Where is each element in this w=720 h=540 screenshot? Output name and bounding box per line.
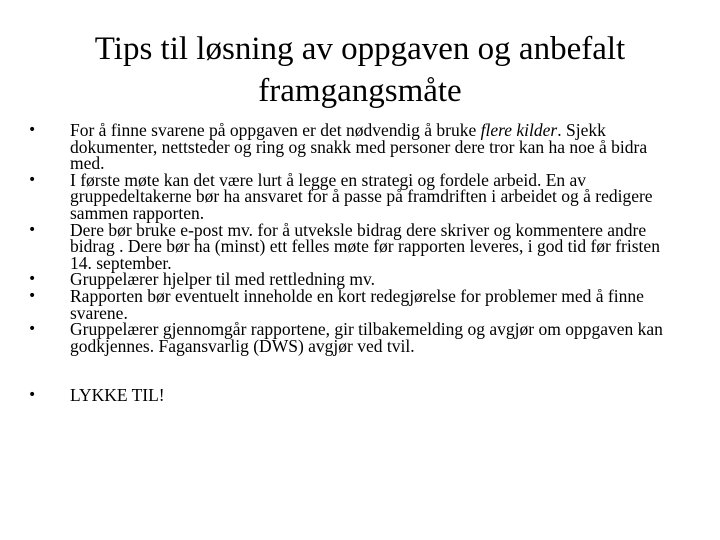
bullet-item-report-problems <box>28 285 678 323</box>
bullet-marker: • <box>28 122 37 138</box>
bullet-text-guidance: Gruppelærer hjelper til med rettledning mv. <box>70 269 376 290</box>
bullet-item-email <box>28 219 678 273</box>
bullet-marker: • <box>28 271 37 288</box>
bullet-item-first-meeting <box>28 169 678 223</box>
bullet-marker: • <box>28 321 37 338</box>
bullet-text-review: Gruppelærer gjennomgår rapportene, gir tilbakemelding og avgjør om oppgaven kan godkjennes. Fagansvarlig (DWS) avgjør ved tvil. <box>70 319 663 356</box>
bullet-item-review <box>28 321 678 354</box>
bullet-text-sources-end: . Sjekk dokumenter, nettsteder og ring og snakk med personer dere tror kan ha noe å bidra med. <box>70 120 648 174</box>
bullet-list <box>28 122 678 404</box>
bullet-text-first-meeting: I første møte kan det være lurt å legge en strategi og fordele arbeid. En av gruppedeltakerne bør ha ansvaret for å passe på framdriften i arbeidet og å redigere sammen rapporten. <box>70 169 653 223</box>
bullet-marker: • <box>28 171 37 188</box>
bullet-item-sources <box>28 122 678 172</box>
bullet-marker: • <box>28 221 37 238</box>
slide-title: Tips til løsning av oppgaven og anbefalt framgangsmåte <box>94 31 626 109</box>
bullet-text-sources-emphasis: flere kilder <box>480 120 558 140</box>
bullet-item-good-luck <box>28 387 678 404</box>
bullet-text-email: Dere bør bruke e-post mv. for å utveksle bidrag dere skriver og kommentere andre bidrag . Dere bør ha (minst) ett felles møte før rapporten leveres, i god tid før fristen 14. september. <box>70 219 660 273</box>
bullet-marker: • <box>28 387 37 404</box>
bullet-text-report-problems: Rapporten bør eventuelt inneholde en kort redegjørelse for problemer med å finne svarene. <box>70 285 644 323</box>
bullet-text-sources-start: For å finne svarene på oppgaven er det nødvendig å bruke <box>70 120 481 140</box>
bullet-marker: • <box>28 287 37 304</box>
bullet-text-good-luck: LYKKE TIL! <box>70 385 165 406</box>
